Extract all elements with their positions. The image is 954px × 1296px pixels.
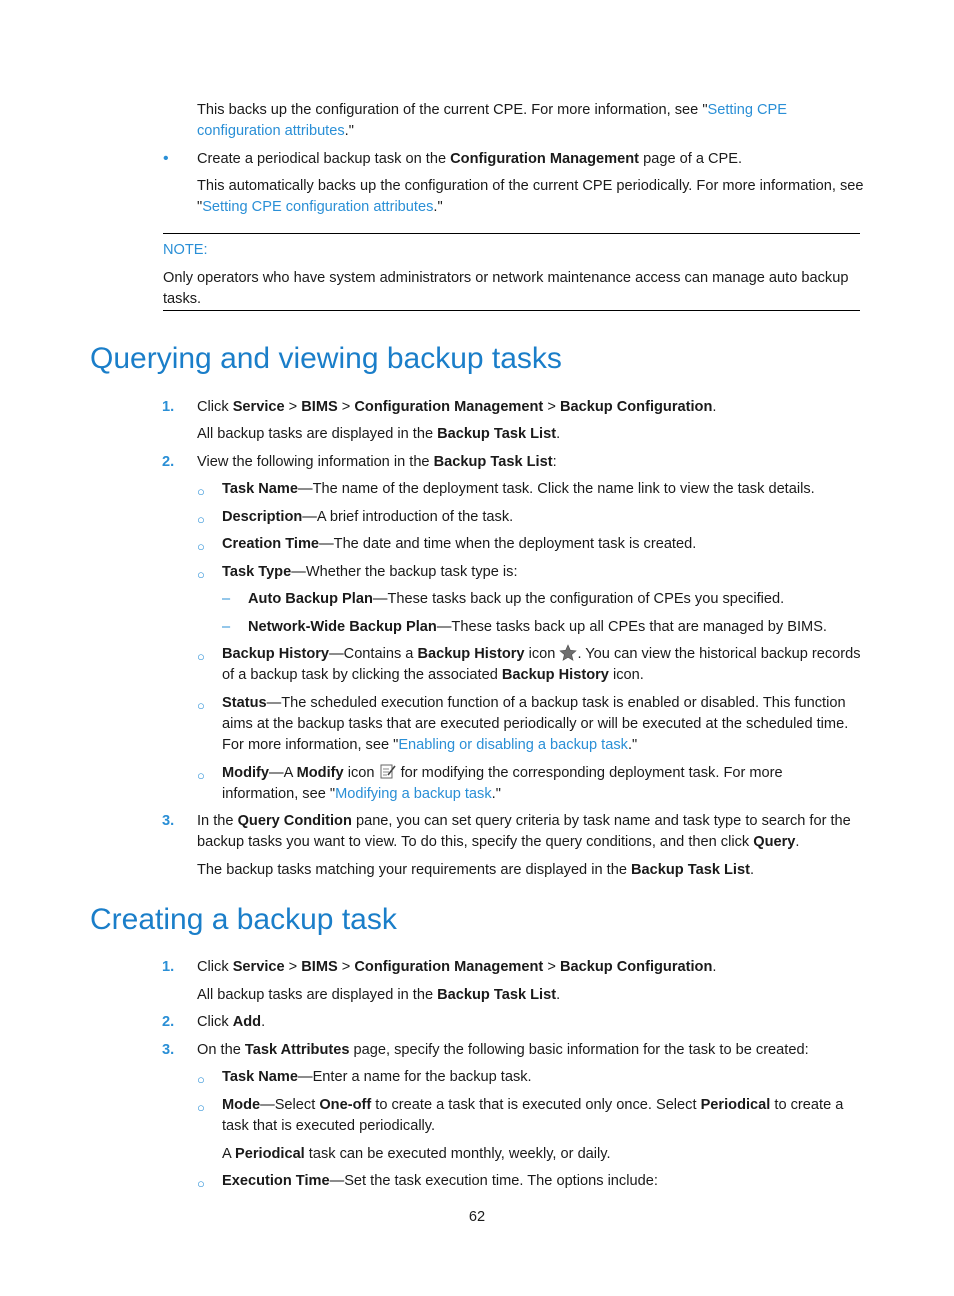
text: All backup tasks are displayed in the: [197, 426, 438, 442]
text: . You can view the historical backup records of a backup task by clicking the associated: [222, 646, 861, 683]
bold-text: Creation Time: [222, 536, 320, 552]
page-number: 62: [468, 1209, 486, 1225]
menu-service: Service: [232, 959, 285, 975]
bold-text: Task Type: [222, 564, 292, 580]
bold-text: Periodical: [234, 1146, 305, 1162]
text: —Select: [260, 1097, 320, 1113]
text: to create a task that is executed only once. Select: [371, 1097, 701, 1113]
text: —Set the task execution time. The options include:: [329, 1173, 658, 1189]
text: This backs up the configuration of the current CPE. For more information, see ": [197, 102, 708, 118]
text: The backup tasks matching your requirements are displayed in the: [197, 862, 631, 878]
intro-paragraph-1: [197, 100, 867, 142]
list-item-backup-history: [222, 644, 862, 686]
link-setting-cpe-attributes[interactable]: Setting CPE configuration attributes: [197, 102, 788, 139]
bold-text: Modify: [296, 765, 344, 781]
text: .: [556, 426, 561, 442]
text: icon.: [608, 667, 644, 683]
bold-text: Description: [222, 509, 303, 525]
bold-text: Backup Task List: [631, 862, 750, 878]
text: icon: [343, 765, 379, 781]
text: page, specify the following basic information for the task to be created:: [349, 1042, 809, 1058]
s2-step1: [197, 957, 877, 978]
bold-text: Configuration Management: [450, 151, 640, 167]
step-number: 3.: [162, 1042, 175, 1058]
text: —The name of the deployment task. Click the name link to view the task details.: [297, 481, 815, 497]
text: On the: [197, 1042, 245, 1058]
step-number: 2.: [162, 454, 175, 470]
dash-bullet-icon: –: [222, 619, 231, 635]
circle-bullet-icon: ○: [197, 649, 205, 664]
bold-text: Auto Backup Plan: [248, 591, 373, 607]
menu-backup-config: Backup Configuration: [559, 399, 713, 415]
s1-step3-sub: [197, 860, 877, 881]
text: .: [749, 862, 755, 878]
step-number: 1.: [162, 959, 175, 975]
list-item-mode: [222, 1095, 867, 1137]
bullet-icon: •: [163, 150, 169, 167]
menu-service: Service: [232, 399, 285, 415]
text: page of a CPE.: [639, 151, 743, 167]
menu-bims: BIMS: [301, 399, 338, 415]
text: —Contains a: [329, 646, 418, 662]
bold-text: Modify: [222, 765, 270, 781]
circle-bullet-icon: ○: [197, 484, 205, 499]
bold-text: Backup History: [501, 667, 609, 683]
text: .: [556, 987, 561, 1003]
bold-text: Add: [232, 1014, 262, 1030]
text: —A: [269, 765, 297, 781]
separator: >: [337, 399, 355, 415]
bold-text: Backup Task List: [433, 454, 553, 470]
link-modifying-backup-task[interactable]: Modifying a backup task: [335, 786, 492, 802]
circle-bullet-icon: ○: [197, 512, 205, 527]
separator: >: [284, 399, 302, 415]
s2-step3: [197, 1040, 877, 1061]
link-enabling-disabling-task[interactable]: Enabling or disabling a backup task: [398, 737, 628, 753]
separator: >: [337, 959, 355, 975]
note-label: NOTE:: [163, 242, 208, 258]
bold-text: Backup History: [222, 646, 330, 662]
circle-bullet-icon: ○: [197, 567, 205, 582]
bold-text: Mode: [222, 1097, 261, 1113]
text: Click: [197, 399, 233, 415]
bold-text: Network-Wide Backup Plan: [248, 619, 437, 635]
bold-text: Status: [222, 695, 267, 711]
note-text: Only operators who have system administrators or network maintenance access can manage auto backup tasks.: [163, 270, 849, 307]
mode-sub: [222, 1144, 872, 1165]
separator: >: [284, 959, 302, 975]
list-item: [222, 1171, 872, 1192]
s1-step1-sub: [197, 424, 877, 445]
text: pane, you can set query criteria by task name and task type to search for the backup tasks you want to view. To do this, specify the query conditions, and then click: [197, 813, 851, 850]
text: .": [627, 737, 638, 753]
bold-text: One-off: [319, 1097, 372, 1113]
circle-bullet-icon: ○: [197, 768, 205, 783]
s1-step1: [197, 397, 877, 418]
bold-text: Query: [753, 834, 796, 850]
circle-bullet-icon: ○: [197, 1100, 205, 1115]
circle-bullet-icon: ○: [197, 539, 205, 554]
section-title-creating: Creating a backup task: [90, 903, 397, 936]
list-item: [222, 534, 872, 555]
bold-text: Backup History: [417, 646, 525, 662]
dash-bullet-icon: –: [222, 591, 231, 607]
s2-step2: [197, 1012, 877, 1033]
text: Click: [197, 1014, 233, 1030]
menu-bims: BIMS: [301, 959, 338, 975]
text: —Enter a name for the backup task.: [297, 1069, 532, 1085]
text: —The date and time when the deployment task is created.: [319, 536, 697, 552]
text: task can be executed monthly, weekly, or daily.: [304, 1146, 611, 1162]
section-title-querying: Querying and viewing backup tasks: [90, 342, 562, 375]
bold-text: Task Name: [222, 1069, 298, 1085]
s2-step1-sub: [197, 985, 877, 1006]
list-item-status: [222, 693, 872, 756]
text: In the: [197, 813, 238, 829]
text: to create a task that is executed periodically.: [222, 1097, 844, 1134]
circle-bullet-icon: ○: [197, 1176, 205, 1191]
edit-icon: [379, 763, 397, 780]
bold-text: Backup Task List: [437, 987, 557, 1003]
s1-step3: [197, 811, 867, 853]
list-item-modify: [222, 763, 862, 805]
list-item: [222, 562, 872, 583]
intro-bullet-2: [197, 149, 877, 170]
bold-text: Task Name: [222, 481, 298, 497]
bold-text: Query Condition: [237, 813, 352, 829]
s1-step2: [197, 452, 877, 473]
bold-text: Periodical: [700, 1097, 771, 1113]
step-number: 3.: [162, 813, 175, 829]
menu-config-mgmt: Configuration Management: [354, 959, 544, 975]
list-item: [222, 1067, 872, 1088]
text: Click: [197, 959, 233, 975]
text: All backup tasks are displayed in the: [197, 987, 438, 1003]
text: .: [261, 1014, 266, 1030]
text: .: [795, 834, 800, 850]
text: —Whether the backup task type is:: [291, 564, 518, 580]
star-icon: [559, 644, 577, 661]
text: .: [712, 399, 717, 415]
separator: >: [543, 959, 560, 975]
bold-text: Task Attributes: [244, 1042, 350, 1058]
text: —A brief introduction of the task.: [302, 509, 514, 525]
bold-text: Backup Task List: [437, 426, 557, 442]
text: A: [222, 1146, 235, 1162]
text: .": [433, 199, 443, 215]
menu-backup-config: Backup Configuration: [559, 959, 713, 975]
step-number: 1.: [162, 399, 175, 415]
note-top-rule: [163, 233, 860, 234]
list-item: [248, 617, 868, 638]
step-number: 2.: [162, 1014, 175, 1030]
link-setting-cpe-attributes-2[interactable]: Setting CPE configuration attributes: [202, 199, 434, 215]
text: —The scheduled execution function of a backup task is enabled or disabled. This function aims at the backup tasks that are executed periodically or will be executed at the scheduled time. For more information, see ": [222, 695, 849, 753]
text: View the following information in the: [197, 454, 434, 470]
list-item: [222, 507, 872, 528]
separator: >: [543, 399, 560, 415]
circle-bullet-icon: ○: [197, 1072, 205, 1087]
text: .": [344, 123, 354, 139]
list-item: [248, 589, 868, 610]
circle-bullet-icon: ○: [197, 698, 205, 713]
text: for modifying the corresponding deployment task. For more information, see ": [222, 765, 783, 802]
intro-paragraph-2: [197, 176, 877, 218]
note-bottom-rule: [163, 310, 860, 311]
text: icon: [524, 646, 560, 662]
bold-text: Execution Time: [222, 1173, 330, 1189]
text: :: [552, 454, 557, 470]
text: Create a periodical backup task on the: [197, 151, 451, 167]
menu-config-mgmt: Configuration Management: [354, 399, 544, 415]
text: This automatically backs up the configuration of the current CPE periodically. For more information, see ": [197, 178, 864, 215]
text: —These tasks back up all CPEs that are managed by BIMS.: [436, 619, 827, 635]
list-item: [222, 479, 872, 500]
text: .: [712, 959, 717, 975]
text: —These tasks back up the configuration of CPEs you specified.: [372, 591, 785, 607]
text: .": [491, 786, 501, 802]
